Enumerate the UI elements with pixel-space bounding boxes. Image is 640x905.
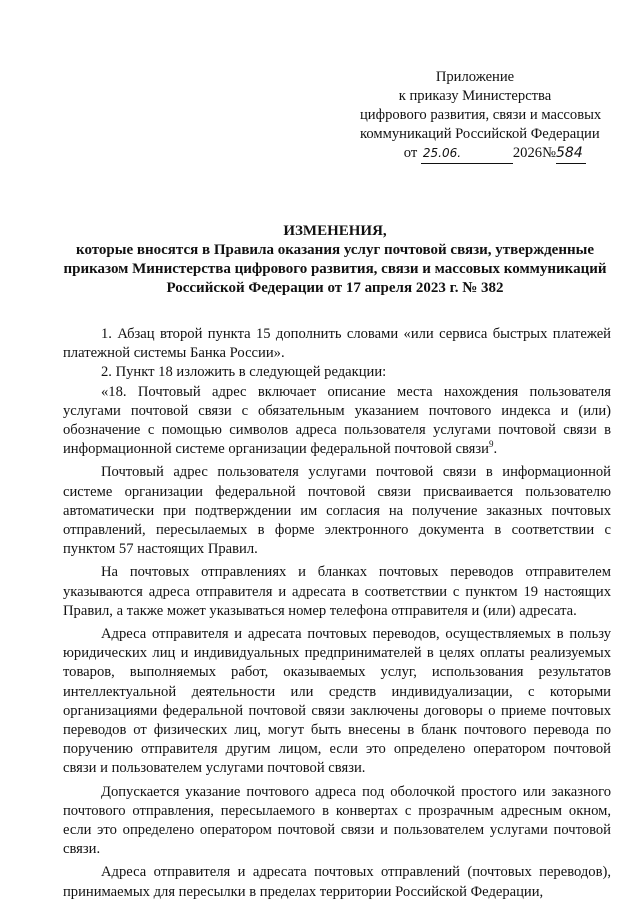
paragraph-3 bbox=[63, 383, 611, 460]
footnote-marker: 9 bbox=[488, 439, 494, 450]
document-title bbox=[55, 222, 615, 298]
appendix-line-2: к приказу Министерства bbox=[398, 88, 552, 104]
order-reference bbox=[360, 144, 590, 164]
order-year: 2026 bbox=[512, 145, 543, 161]
paragraph-3-text: «18. Почтовый адрес включает описание места нахождения пользователя услугами почтовой связи с обязательным указанием почтового индекса и (или) обозначение с помощью символов адреса пользователя услугами почтовой связи в информационной системе организации федеральной почтовой связи bbox=[63, 383, 611, 458]
paragraph-3-end: . bbox=[493, 441, 498, 458]
number-sign: № bbox=[542, 145, 556, 161]
appendix-line-1: Приложение bbox=[435, 69, 515, 85]
appendix-line-3: цифрового развития, связи и массовых bbox=[360, 107, 602, 123]
appendix-line-4: коммуникаций Российской Федерации bbox=[360, 126, 600, 142]
document-body bbox=[63, 325, 611, 902]
appendix-header bbox=[360, 68, 602, 164]
title-main: ИЗМЕНЕНИЯ, bbox=[283, 223, 387, 239]
paragraph-5: На почтовых отправлениях и бланках почтовых переводов отправителем указываются адреса отправителя и адресата в соответствии с пунктом 19 настоящих Правил, а также может указываться номер телефона отправителя и (или) адресата. bbox=[63, 564, 611, 619]
title-line-3: Российской Федерации от 17 апреля 2023 г. № 382 bbox=[166, 280, 504, 296]
paragraph-7: Допускается указание почтового адреса под оболочкой простого или заказного почтового отправления, пересылаемого в конвертах с прозрачным адресным окном, если это определено оператором почтовой связи и пользователем услугами почтовой связи. bbox=[63, 783, 611, 858]
title-line-1: которые вносятся в Правила оказания услуг почтовой связи, утвержденные bbox=[76, 242, 594, 258]
paragraph-8: Адреса отправителя и адресата почтовых отправлений (почтовых переводов), принимаемых для пересылки в пределах территории Российской Федерации, bbox=[63, 864, 611, 900]
paragraph-1: 1. Абзац второй пункта 15 дополнить словами «или сервиса быстрых платежей платежной системы Банка России». bbox=[63, 326, 611, 362]
ot-label: от bbox=[403, 145, 418, 161]
paragraph-2: 2. Пункт 18 изложить в следующей редакции: bbox=[101, 364, 387, 381]
paragraph-6: Адреса отправителя и адресата почтовых переводов, осуществляемых в пользу юридических лиц и индивидуальных предпринимателей в целях оплаты реализуемых товаров, выполняемых работ, оказываемых услуг, использования результатов интеллектуальной деятельности или средств индивидуализации, с которыми организациями федеральной почтовой связи заключены договоры о приеме почтовых переводов от физических лиц, могут быть внесены в бланк почтового перевода по поручению отправителя другим лицом, если это определено оператором почтовой связи и пользователем услугами почтовой связи. bbox=[63, 626, 611, 777]
handwritten-date: 25.06. bbox=[421, 144, 513, 164]
title-line-2: приказом Министерства цифрового развития, связи и массовых коммуникаций bbox=[63, 261, 607, 277]
paragraph-4: Почтовый адрес пользователя услугами почтовой связи в информационной системе организации федеральной почтовой связи присваивается пользователю автоматически при подтверждении им согласия на получение заказных почтовых отправлений, пересылаемых в форме электронного документа в соответствии с пунктом 57 настоящих Правил. bbox=[63, 464, 611, 558]
handwritten-order-number: 584 bbox=[556, 144, 586, 164]
